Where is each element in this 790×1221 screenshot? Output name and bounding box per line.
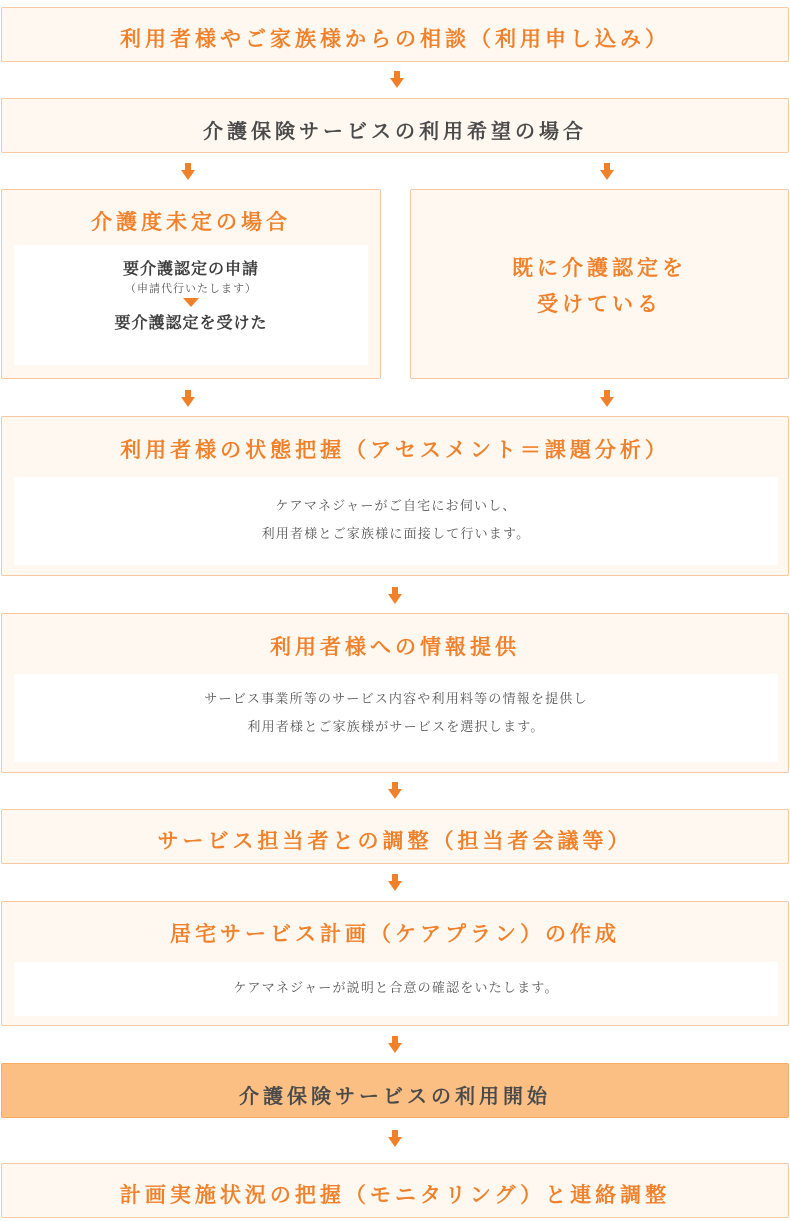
step-start [1,1063,789,1118]
step-consultation-title: 利用者様やご家族様からの相談（利用申し込み） [120,27,670,51]
step-assessment [1,416,789,576]
step-certified [410,189,789,379]
step-coordination [1,809,789,864]
apply-certification-text: 要介護認定の申請 [122,259,259,278]
assessment-text-line2: 利用者様とご家族様に面接して行います。 [261,527,531,542]
step-monitoring [1,1163,789,1218]
arrow-down-icon [388,782,402,800]
arrow-down-icon [388,1130,402,1148]
step-assessment-detail [14,477,778,565]
arrow-down-icon [181,163,195,181]
step-consultation [1,7,789,62]
arrow-down-icon [181,390,195,408]
arrow-down-icon [388,587,402,605]
step-start-title: 介護保険サービスの利用開始 [239,1084,551,1108]
step-information-title: 利用者様への情報提供 [270,635,520,659]
information-text-line1: サービス事業所等のサービス内容や利用料等の情報を提供し [204,692,588,707]
step-careplan-detail [14,962,778,1016]
step-wish-title: 介護保険サービスの利用希望の場合 [203,119,587,143]
certified-received-text: 要介護認定を受けた [114,313,268,332]
triangle-down-icon [183,298,199,307]
step-certified-line1: 既に介護認定を [512,256,687,280]
arrow-down-icon [388,874,402,892]
step-monitoring-title: 計画実施状況の把握（モニタリング）と連絡調整 [119,1183,671,1207]
proxy-note-text: （申請代行いたします） [125,282,257,295]
assessment-text-line1: ケアマネジャーがご自宅にお伺いし、 [275,499,517,514]
step-careplan [1,901,789,1026]
step-certified-line2: 受けている [537,292,662,316]
step-information-detail [14,674,778,762]
step-coordination-title: サービス担当者との調整（担当者会議等） [157,829,633,853]
arrow-down-icon [388,1036,402,1054]
arrow-down-icon [600,390,614,408]
step-undetermined-title: 介護度未定の場合 [91,210,291,234]
information-text-line2: 利用者様とご家族様がサービスを選択します。 [247,720,545,735]
step-wish [1,98,789,153]
step-undetermined-detail [14,245,368,365]
step-undetermined [1,189,381,379]
step-information [1,613,789,773]
step-assessment-title: 利用者様の状態把握（アセスメント＝課題分析） [120,438,670,462]
arrow-down-icon [390,71,404,89]
careplan-text-line1: ケアマネジャーが説明と合意の確認をいたします。 [233,981,559,996]
step-careplan-title: 居宅サービス計画（ケアプラン）の作成 [170,922,620,946]
arrow-down-icon [600,163,614,181]
